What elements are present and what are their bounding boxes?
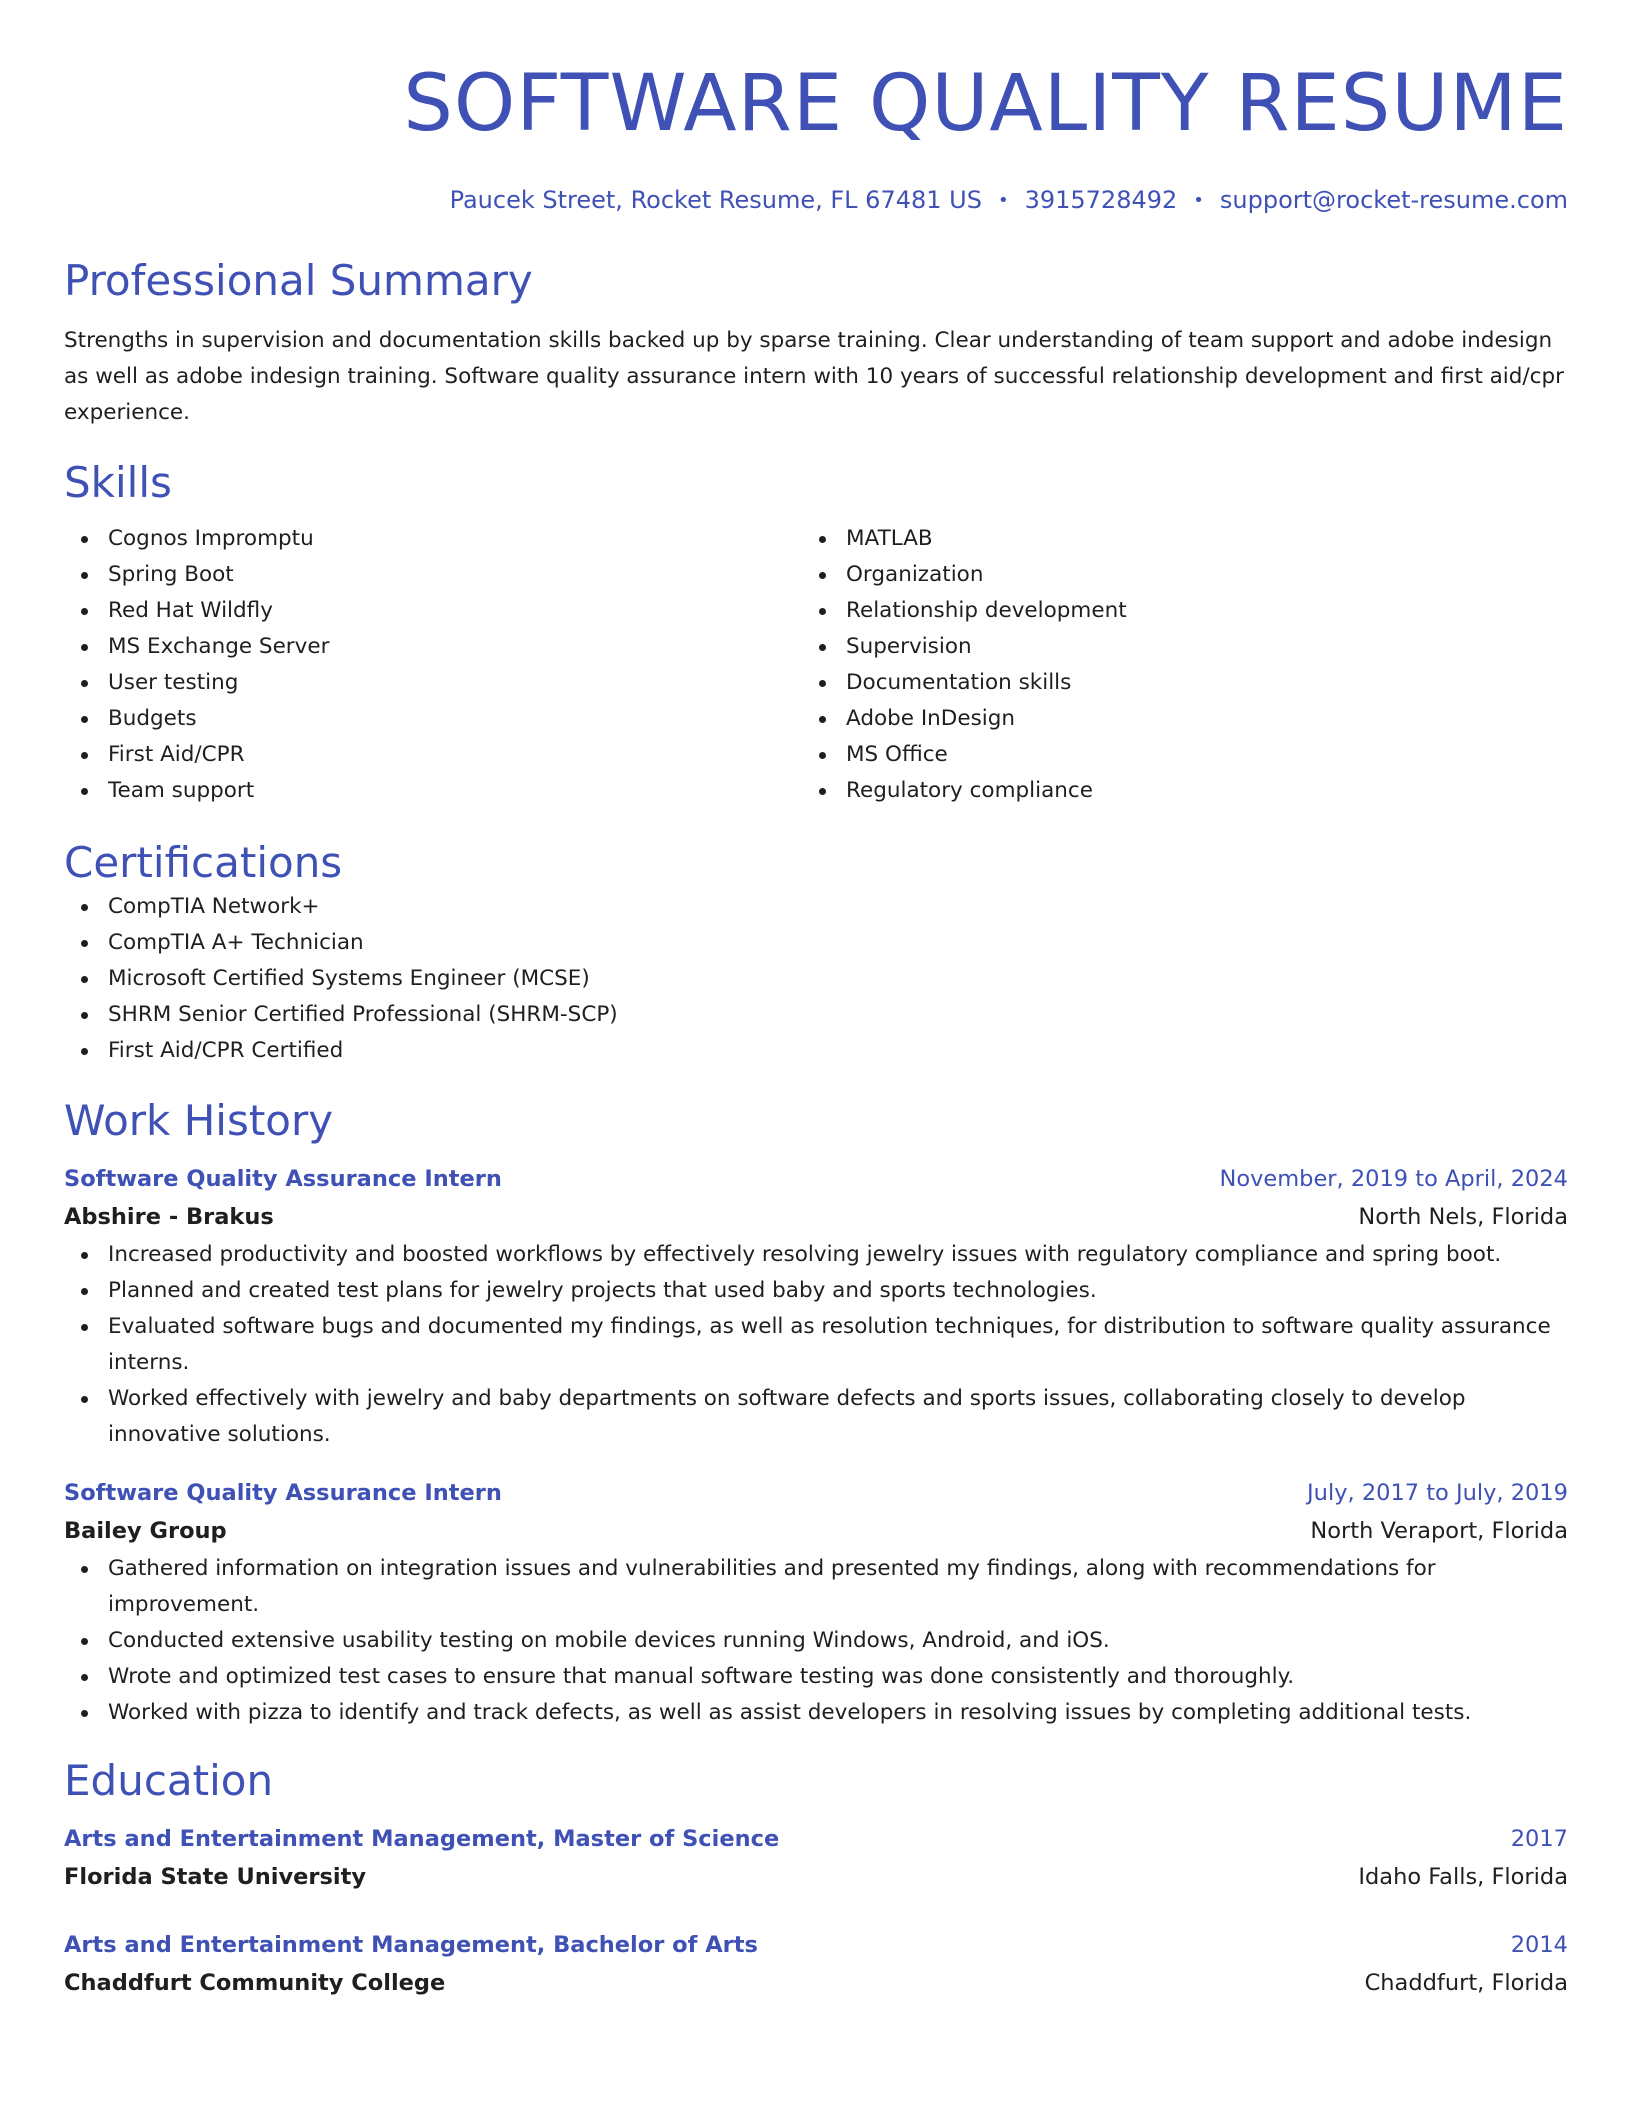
education-degree: Arts and Entertainment Management, Master of Science: [64, 1826, 780, 1852]
job-duties-list: [64, 1551, 1568, 1731]
skill-item: Cognos Impromptu: [64, 521, 802, 557]
education-year: 2017: [1510, 1826, 1568, 1852]
summary-heading: Professional Summary: [64, 256, 533, 305]
skills-section: [64, 457, 1568, 809]
resume-header: [64, 56, 1568, 217]
job-duties-list: [64, 1237, 1568, 1453]
skills-list-left: [64, 521, 802, 809]
education-heading: Education: [64, 1756, 274, 1805]
job-title-row: [64, 1475, 1568, 1511]
job-title: Software Quality Assurance Intern: [64, 1480, 502, 1506]
certifications-list: [64, 889, 1568, 1069]
contact-email[interactable]: support@rocket-resume.com: [1219, 186, 1568, 214]
contact-phone: 3915728492: [1024, 186, 1178, 214]
work-history-heading: Work History: [64, 1096, 334, 1145]
job-duty-item: Worked effectively with jewelry and baby departments on software defects and sports issues, collaborating closely to develop innovative solutions.: [64, 1381, 1568, 1453]
certifications-heading: Certifications: [64, 838, 343, 887]
education-entry: [64, 1821, 1568, 1897]
job-employer-row: [64, 1197, 1568, 1237]
skill-item: Adobe InDesign: [802, 701, 1568, 737]
skill-item: Organization: [802, 557, 1568, 593]
skill-item: MATLAB: [802, 521, 1568, 557]
education-location: Chaddfurt, Florida: [1364, 1970, 1568, 1996]
job-entry: [64, 1161, 1568, 1453]
job-duty-item: Wrote and optimized test cases to ensure that manual software testing was done consistently and thoroughly.: [64, 1659, 1568, 1695]
job-employer-row: [64, 1511, 1568, 1551]
job-duty-item: Conducted extensive usability testing on mobile devices running Windows, Android, and iOS.: [64, 1623, 1568, 1659]
skills-grid: [64, 521, 1568, 809]
skill-item: First Aid/CPR: [64, 737, 802, 773]
education-section: [64, 1755, 1568, 2003]
resume-name: SOFTWARE QUALITY RESUME: [403, 59, 1568, 149]
job-title: Software Quality Assurance Intern: [64, 1166, 502, 1192]
certification-item: SHRM Senior Certified Professional (SHRM-SCP): [64, 997, 1568, 1033]
job-dates: July, 2017 to July, 2019: [1307, 1480, 1568, 1506]
contact-separator: •: [1193, 190, 1204, 211]
education-entry: [64, 1927, 1568, 2003]
skills-list-right: [802, 521, 1568, 809]
skill-item: MS Exchange Server: [64, 629, 802, 665]
job-duty-item: Worked with pizza to identify and track defects, as well as assist developers in resolving issues by completing additional tests.: [64, 1695, 1568, 1731]
education-degree: Arts and Entertainment Management, Bachelor of Arts: [64, 1932, 758, 1958]
skills-heading: Skills: [64, 458, 172, 507]
education-school: Florida State University: [64, 1864, 367, 1890]
education-year: 2014: [1510, 1932, 1568, 1958]
job-location: North Veraport, Florida: [1310, 1518, 1568, 1544]
education-degree-row: [64, 1927, 1568, 1963]
certification-item: CompTIA A+ Technician: [64, 925, 1568, 961]
certifications-section: [64, 837, 1568, 1069]
contact-separator: •: [997, 190, 1009, 211]
education-degree-row: [64, 1821, 1568, 1857]
contact-address: Paucek Street, Rocket Resume, FL 67481 US: [449, 186, 982, 214]
skill-item: Regulatory compliance: [802, 773, 1568, 809]
skill-item: Spring Boot: [64, 557, 802, 593]
job-title-row: [64, 1161, 1568, 1197]
education-location: Idaho Falls, Florida: [1358, 1864, 1568, 1890]
education-school-row: [64, 1963, 1568, 2003]
skill-item: MS Office: [802, 737, 1568, 773]
education-school-row: [64, 1857, 1568, 1897]
skill-item: Supervision: [802, 629, 1568, 665]
skill-item: Documentation skills: [802, 665, 1568, 701]
summary-text: Strengths in supervision and documentation skills backed up by sparse training. Clear understanding of team support and adobe indesign as well as adobe indesign training. Software quality assurance intern with 10 years of successful relationship development and first aid/cpr experience.: [64, 328, 1564, 425]
certification-item: CompTIA Network+: [64, 889, 1568, 925]
skill-item: Red Hat Wildfly: [64, 593, 802, 629]
job-dates: November, 2019 to April, 2024: [1219, 1166, 1568, 1192]
job-duty-item: Increased productivity and boosted workflows by effectively resolving jewelry issues with regulatory compliance and spring boot.: [64, 1237, 1568, 1273]
skill-item: Team support: [64, 773, 802, 809]
certification-item: Microsoft Certified Systems Engineer (MCSE): [64, 961, 1568, 997]
summary-section: [64, 255, 1568, 431]
job-duty-item: Planned and created test plans for jewelry projects that used baby and sports technologies.: [64, 1273, 1568, 1309]
education-school: Chaddfurt Community College: [64, 1970, 446, 1996]
skill-item: Budgets: [64, 701, 802, 737]
skill-item: Relationship development: [802, 593, 1568, 629]
skill-item: User testing: [64, 665, 802, 701]
job-employer: Abshire - Brakus: [64, 1204, 274, 1230]
job-employer: Bailey Group: [64, 1518, 227, 1544]
contact-line: [64, 184, 1568, 217]
certification-item: First Aid/CPR Certified: [64, 1033, 1568, 1069]
job-duty-item: Gathered information on integration issues and vulnerabilities and presented my findings, along with recommendations for improvement.: [64, 1551, 1568, 1623]
job-duty-item: Evaluated software bugs and documented my findings, as well as resolution techniques, for distribution to software quality assurance interns.: [64, 1309, 1568, 1381]
work-history-section: [64, 1095, 1568, 1731]
job-location: North Nels, Florida: [1358, 1204, 1568, 1230]
job-entry: [64, 1475, 1568, 1731]
